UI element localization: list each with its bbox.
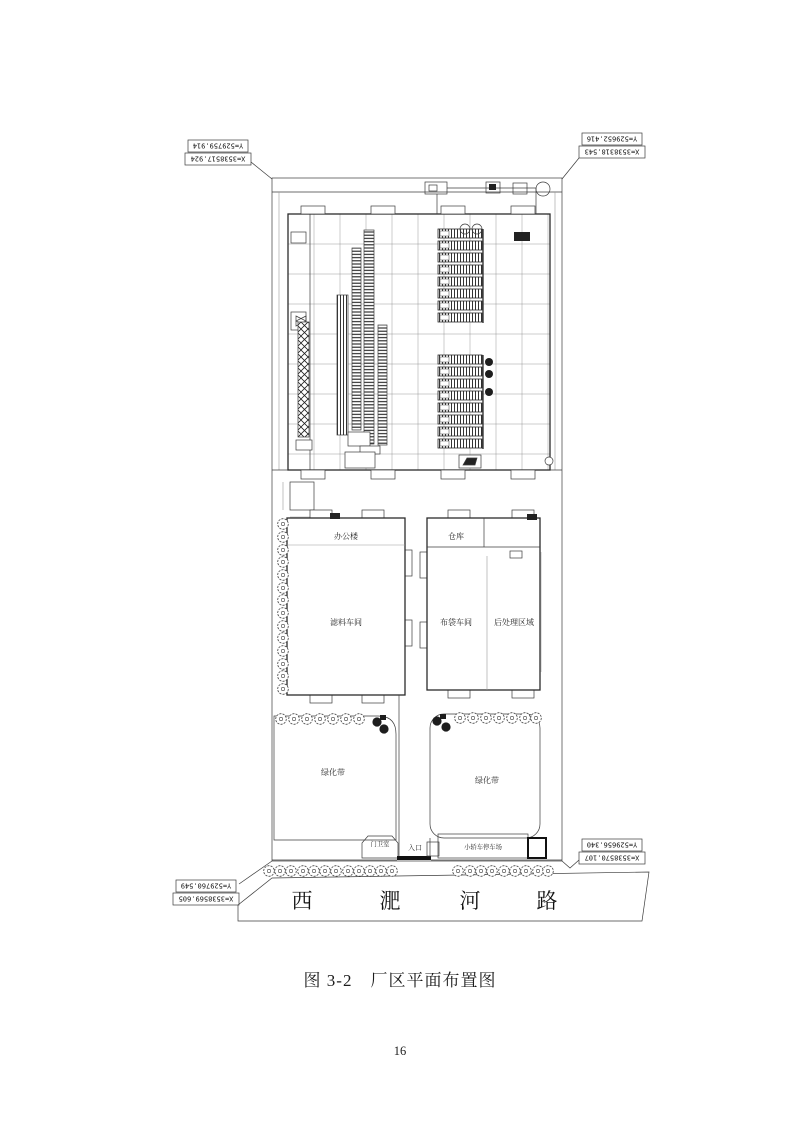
warehouse-label: 仓库 bbox=[448, 532, 464, 541]
road-name-char-4: 路 bbox=[536, 889, 558, 913]
entrance-label: 入口 bbox=[408, 845, 422, 852]
coordinate-x-label: X=3538517.924 bbox=[190, 154, 246, 163]
machine-rows-upper bbox=[438, 224, 530, 323]
bag-workshop-building bbox=[420, 510, 541, 698]
coordinate-callout-top-left bbox=[185, 140, 272, 179]
entrance-gate bbox=[397, 856, 431, 860]
road-name-char-2: 淝 bbox=[379, 889, 401, 913]
road-name-char-1: 西 bbox=[291, 889, 313, 913]
road-band bbox=[238, 872, 649, 921]
coordinate-y-label: Y=529759.914 bbox=[192, 141, 244, 150]
building-tabs bbox=[310, 510, 412, 703]
tree-row-south bbox=[264, 866, 554, 877]
guard-room-label: 门卫室 bbox=[370, 841, 390, 848]
green-belt-left-label: 绿化带 bbox=[321, 768, 345, 777]
coordinate-callout-bottom-right bbox=[562, 839, 645, 868]
building-tabs bbox=[420, 510, 534, 698]
coordinate-callout-bottom-left bbox=[173, 861, 272, 905]
road-name-char-3: 河 bbox=[459, 889, 481, 913]
coordinate-x-label: X=3538570.107 bbox=[584, 853, 640, 862]
coordinate-y-label: Y=529652.416 bbox=[586, 134, 638, 143]
yard-substation bbox=[283, 482, 314, 517]
coordinate-y-label: Y=529760.549 bbox=[180, 881, 232, 890]
green-belt-right-label: 绿化带 bbox=[475, 776, 499, 785]
coordinate-x-label: X=3538569.605 bbox=[178, 894, 234, 903]
parking-label: 小轿车停车场 bbox=[464, 844, 502, 851]
coordinate-x-label: X=3538318.543 bbox=[584, 147, 640, 156]
filter-workshop-label: 滤料车间 bbox=[330, 618, 362, 627]
office-building-label: 办公楼 bbox=[334, 532, 358, 541]
machine-rows-lower bbox=[438, 355, 493, 449]
filter-workshop-building bbox=[287, 510, 412, 703]
green-belt-right bbox=[430, 713, 541, 838]
post-processing-label: 后处理区域 bbox=[494, 618, 534, 627]
green-belt-left bbox=[274, 714, 396, 840]
side-rooms bbox=[291, 232, 306, 330]
production-workshop bbox=[288, 182, 553, 479]
bag-workshop-label: 布袋车间 bbox=[440, 618, 472, 627]
entrance-driveway bbox=[399, 695, 430, 856]
figure-caption: 图 3-2 厂区平面布置图 bbox=[303, 971, 497, 990]
coordinate-callout-top-right bbox=[562, 133, 645, 179]
coordinate-y-label: Y=529656.340 bbox=[586, 840, 638, 849]
column-grid bbox=[288, 214, 550, 470]
site-boundary bbox=[272, 178, 562, 861]
page-number: 16 bbox=[393, 1044, 407, 1058]
